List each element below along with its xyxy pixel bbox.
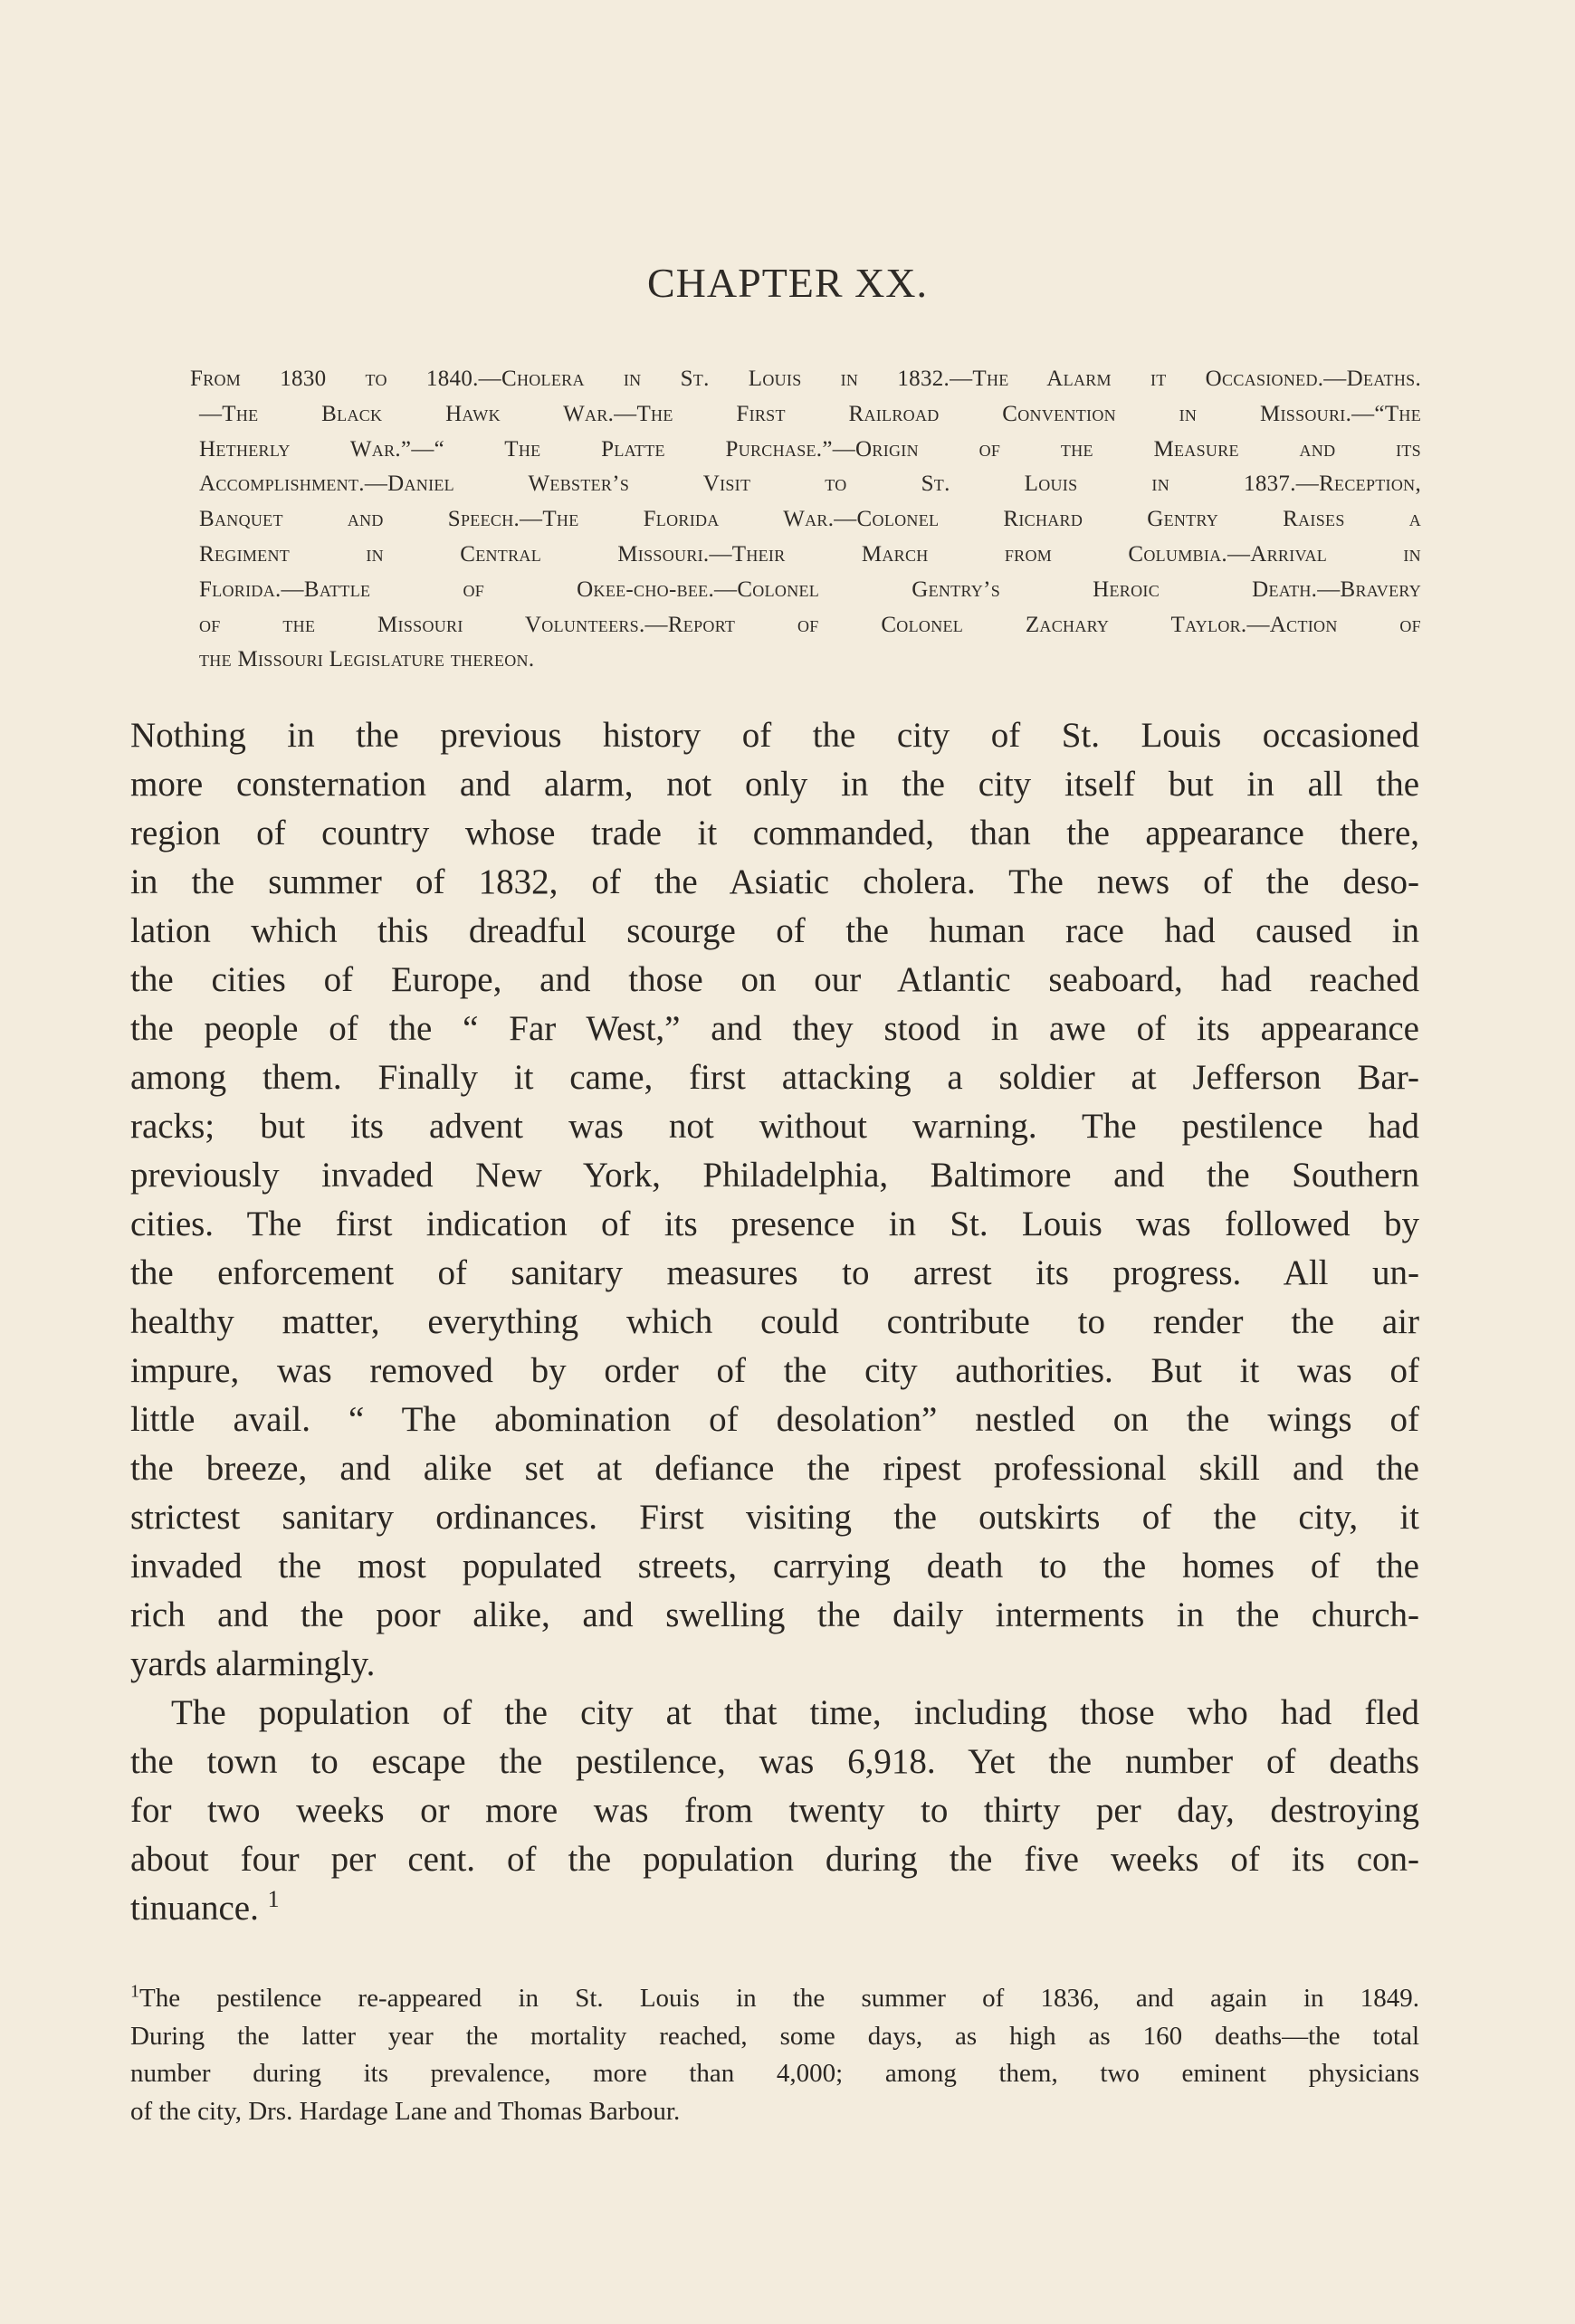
paragraph-2	[130, 1689, 1419, 1933]
paragraph-1	[130, 711, 1419, 1689]
text-line: previously invaded New York, Philadelphia, Baltimore and the Southern	[130, 1156, 1419, 1195]
text-line: the town to escape the pestilence, was 6,918. Yet the number of deaths	[130, 1742, 1419, 1781]
text-line: strictest sanitary ordinances. First visiting the outskirts of the city, it	[130, 1498, 1419, 1537]
footnote-reference[interactable]: 1	[267, 1886, 280, 1912]
footnote-mark: 1	[130, 1981, 139, 2002]
synopsis-line: —The Black Hawk War.—The First Railroad Convention in Missouri.—“The	[199, 401, 1421, 426]
text-line: region of country whose trade it commanded, than the appearance there,	[130, 814, 1419, 852]
text-line: more consternation and alarm, not only in the city itself but in all the	[130, 765, 1419, 804]
footnote-line: The pestilence re-appeared in St. Louis in the summer of 1836, and again in 1849.	[139, 1984, 1419, 2013]
footnote-line: number during its prevalence, more than 4,000; among them, two eminent physicians	[130, 2059, 1419, 2088]
text-line: the people of the “ Far West,” and they stood in awe of its appearance	[130, 1009, 1419, 1048]
chapter-title: CHAPTER XX.	[646, 260, 929, 306]
text-line: the cities of Europe, and those on our Atlantic seaboard, had reached	[130, 960, 1419, 999]
text-line: little avail. “ The abomination of desolation” nestled on the wings of	[130, 1400, 1419, 1439]
text-line: among them. Finally it came, first attacking a soldier at Jefferson Bar-	[130, 1058, 1419, 1097]
text-line: The population of the city at that time, including those who had fled	[171, 1693, 1419, 1732]
synopsis-line: From 1830 to 1840.—Cholera in St. Louis in 1832.—The Alarm it Occasioned.—Deaths.	[190, 367, 1421, 391]
text-line: Nothing in the previous history of the city of St. Louis occasioned	[130, 716, 1419, 755]
body-text	[130, 711, 1419, 1933]
text-line: the enforcement of sanitary measures to arrest its progress. All un-	[130, 1253, 1419, 1292]
footnote-line: of the city, Drs. Hardage Lane and Thomas Barbour.	[130, 2096, 681, 2126]
synopsis-line: Banquet and Speech.—The Florida War.—Colonel Richard Gentry Raises a	[199, 507, 1421, 532]
text-line: in the summer of 1832, of the Asiatic cholera. The news of the deso-	[130, 862, 1419, 901]
footnote-line: During the latter year the mortality reached, some days, as high as 160 deaths—the total	[130, 2021, 1419, 2051]
chapter-synopsis	[190, 362, 1421, 678]
text-line: racks; but its advent was not without warning. The pestilence had	[130, 1107, 1419, 1146]
synopsis-line: of the Missouri Volunteers.—Report of Colonel Zachary Taylor.—Action of	[199, 612, 1421, 637]
text-line-last	[130, 1884, 1419, 1933]
synopsis-line: the Missouri Legislature thereon.	[199, 647, 535, 672]
synopsis-line: Florida.—Battle of Okee-cho-bee.—Colonel Gentry’s Heroic Death.—Bravery	[199, 576, 1421, 602]
text-line: lation which this dreadful scourge of the human race had caused in	[130, 911, 1419, 950]
synopsis-line: Hetherly War.”—“ The Platte Purchase.”—Origin of the Measure and its	[199, 436, 1421, 462]
text-line: healthy matter, everything which could contribute to render the air	[130, 1302, 1419, 1341]
text-line: rich and the poor alike, and swelling the daily interments in the church-	[130, 1595, 1419, 1634]
text-line: tinuance.	[130, 1889, 259, 1928]
footnote-line-first	[130, 1980, 1419, 2018]
text-line: the breeze, and alike set at defiance the ripest professional skill and the	[130, 1449, 1419, 1488]
footnote	[130, 1980, 1419, 2130]
synopsis-line: Regiment in Central Missouri.—Their March from Columbia.—Arrival in	[199, 541, 1421, 567]
text-line: for two weeks or more was from twenty to thirty per day, destroying	[130, 1791, 1419, 1830]
text-line: invaded the most populated streets, carrying death to the homes of the	[130, 1547, 1419, 1586]
text-line: cities. The first indication of its presence in St. Louis was followed by	[130, 1205, 1419, 1243]
text-line: about four per cent. of the population during the five weeks of its con-	[130, 1840, 1419, 1879]
synopsis-line: Accomplishment.—Daniel Webster’s Visit to St. Louis in 1837.—Reception,	[199, 471, 1421, 497]
text-line: yards alarmingly.	[130, 1644, 376, 1683]
text-line: impure, was removed by order of the city authorities. But it was of	[130, 1351, 1419, 1390]
